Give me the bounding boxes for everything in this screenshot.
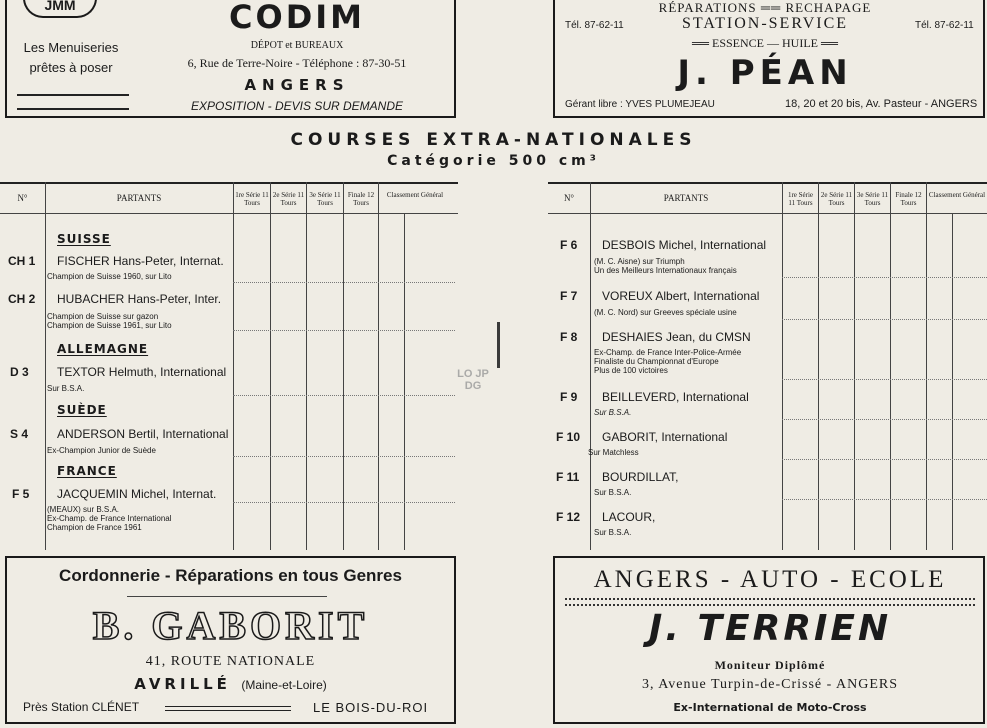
col-divider — [818, 182, 819, 550]
gaborit-city: AVRILLÉ — [134, 675, 231, 693]
rider-name: BEILLEVERD, International — [602, 390, 749, 404]
table-top-rule — [548, 182, 987, 184]
row-rule — [782, 277, 987, 278]
row-rule — [782, 419, 987, 420]
rider-name: TEXTOR Helmuth, International — [57, 365, 227, 379]
staple — [497, 322, 500, 368]
rider-name: LACOUR, — [602, 510, 656, 524]
header-serie1: 1re Série 11 Tours — [787, 191, 814, 207]
rider-number: F 10 — [556, 430, 581, 444]
col-divider — [233, 182, 234, 550]
country-heading: SUISSE — [57, 232, 111, 246]
row-rule — [782, 459, 987, 460]
rider-details: Sur B.S.A. — [594, 488, 632, 497]
rider-details: Ex-Champion Junior de Suède — [47, 446, 156, 455]
rider-details: (M. C. Aisne) sur Triumph Un des Meilleurs Internationaux français — [594, 257, 737, 275]
row-rule — [233, 282, 455, 283]
pean-tel-right: Tél. 87-62-11 — [915, 20, 974, 31]
codim-depot: DÉPOT et BUREAUX — [250, 40, 344, 51]
col-divider — [45, 182, 46, 550]
pean-top: RÉPARATIONS ══ RECHAPAGE — [658, 0, 872, 15]
terrien-role: Moniteur Diplômé — [714, 658, 826, 672]
gaborit-rule-bottom — [165, 706, 291, 711]
header-serie1: 1re Série 11 Tours — [235, 191, 269, 207]
left-results-table — [0, 182, 460, 550]
rider-name: GABORIT, International — [602, 430, 728, 444]
page-subtitle: Catégorie 500 cm³ — [387, 153, 600, 169]
rider-details: Champion de Suisse sur gazon Champion de Suisse 1961, sur Lito — [47, 312, 172, 330]
rider-details: Ex-Champ. de France Inter-Police-Armée Finaliste du Championnat d'Europe Plus de 100 victoires — [594, 348, 742, 375]
header-no: N° — [17, 193, 28, 203]
row-rule — [782, 319, 987, 320]
header-serie3: 3e Série 11 Tours — [856, 191, 889, 207]
header-partants: PARTANTS — [663, 193, 709, 203]
col-divider — [926, 182, 927, 550]
watermark: LO JP DG — [457, 368, 489, 392]
table-top-rule — [0, 182, 458, 184]
header-no: N° — [563, 193, 575, 203]
rider-number: F 5 — [12, 487, 30, 501]
col-divider — [890, 182, 891, 550]
row-rule — [233, 456, 455, 457]
rider-name: JACQUEMIN Michel, Internat. — [57, 487, 217, 501]
row-rule — [782, 379, 987, 380]
row-rule — [233, 330, 455, 331]
terrien-wave-rule — [565, 598, 975, 606]
rider-name: VOREUX Albert, International — [602, 289, 760, 303]
rider-name: BOURDILLAT, — [602, 470, 679, 484]
ad-pean — [553, 0, 985, 118]
rider-number: CH 1 — [8, 254, 36, 268]
col-divider — [404, 213, 405, 550]
rider-number: D 3 — [10, 365, 29, 379]
ad-terrien — [553, 556, 985, 724]
codim-title: CODIM — [229, 0, 365, 36]
gaborit-region: (Maine-et-Loire) — [241, 678, 327, 692]
pean-title: J. PÉAN — [677, 53, 853, 93]
rider-number: F 7 — [560, 289, 578, 303]
ad-menuiseries-codim — [5, 0, 456, 118]
gaborit-city-row — [7, 675, 454, 694]
pean-station: STATION-SERVICE — [681, 15, 849, 32]
header-partants: PARTANTS — [116, 193, 162, 203]
rider-number: S 4 — [10, 427, 29, 441]
gaborit-left: Près Station CLÉNET — [23, 700, 140, 714]
menuiseries-line1: Les Menuiseries — [23, 40, 119, 55]
col-divider — [378, 182, 379, 550]
gaborit-address: 41, ROUTE NATIONALE — [145, 654, 316, 669]
jmm-logo: JMM — [23, 0, 97, 18]
gaborit-right: LE BOIS-DU-ROI — [313, 700, 429, 715]
col-divider — [590, 182, 591, 550]
terrien-title: J. TERRIEN — [648, 608, 892, 649]
pean-manager: Gérant libre : YVES PLUMEJEAU — [565, 99, 715, 110]
header-classement: Classement Général — [386, 191, 444, 199]
rider-name: DESHAIES Jean, du CMSN — [602, 330, 751, 344]
col-divider — [782, 182, 783, 550]
rider-number: F 8 — [560, 330, 578, 344]
rider-number: CH 2 — [8, 292, 36, 306]
col-divider — [343, 182, 344, 550]
terrien-top: ANGERS - AUTO - ECOLE — [593, 566, 947, 593]
rider-details: Sur B.S.A. — [594, 408, 632, 417]
rider-name: FISCHER Hans-Peter, Internat. — [57, 254, 224, 268]
header-serie2: 2e Série 11 Tours — [272, 191, 305, 207]
table-header-rule — [548, 213, 987, 214]
rider-name: DESBOIS Michel, International — [602, 238, 767, 252]
codim-tagline: EXPOSITION - DEVIS SUR DEMANDE — [190, 99, 404, 113]
rider-details: Sur Matchless — [588, 448, 639, 457]
pean-address: 18, 20 et 20 bis, Av. Pasteur - ANGERS — [785, 98, 978, 110]
rider-details: Sur B.S.A. — [594, 528, 632, 537]
terrien-address: 3, Avenue Turpin-de-Crissé - ANGERS — [641, 677, 899, 692]
row-rule — [233, 502, 455, 503]
rider-details: Sur B.S.A. — [47, 384, 85, 393]
rider-details: Champion de Suisse 1960, sur Lito — [47, 272, 172, 281]
header-serie2: 2e Série 11 Tours — [820, 191, 853, 207]
header-classement: Classement Général — [928, 191, 986, 199]
rider-number: F 9 — [560, 390, 578, 404]
codim-city: ANGERS — [244, 76, 350, 94]
col-divider — [270, 182, 271, 550]
rider-number: F 12 — [556, 510, 581, 524]
country-heading: ALLEMAGNE — [57, 342, 149, 356]
country-heading: FRANCE — [57, 464, 117, 478]
gaborit-rule — [127, 596, 327, 597]
header-serie3: 3e Série 11 Tours — [309, 191, 341, 207]
page-title: COURSES EXTRA-NATIONALES — [290, 130, 697, 150]
terrien-footer: Ex-International de Moto-Cross — [673, 701, 867, 714]
header-finale: Finale 12 Tours — [347, 191, 375, 207]
col-divider — [306, 182, 307, 550]
rider-number: F 6 — [560, 238, 578, 252]
table-header-rule — [0, 213, 458, 214]
gaborit-top: Cordonnerie - Réparations en tous Genres — [59, 566, 402, 585]
rider-name: ANDERSON Bertil, International — [57, 427, 229, 441]
menuiseries-rules — [17, 94, 129, 110]
col-divider — [854, 182, 855, 550]
row-rule — [782, 499, 987, 500]
row-rule — [233, 395, 455, 396]
codim-address: 6, Rue de Terre-Noire - Téléphone : 87-30-51 — [187, 56, 407, 70]
rider-name: HUBACHER Hans-Peter, Inter. — [57, 292, 222, 306]
rider-number: F 11 — [556, 470, 580, 484]
country-heading: SUÈDE — [57, 403, 107, 417]
ad-gaborit — [5, 556, 456, 724]
pean-tel-left: Tél. 87-62-11 — [565, 20, 624, 31]
right-results-table — [548, 182, 987, 550]
rider-details: (MEAUX) sur B.S.A. Ex-Champ. de France International Champion de France 1961 — [47, 505, 172, 532]
menuiseries-line2: prêtes à poser — [29, 60, 113, 75]
pean-fuel: ══ ESSENCE — HUILE ══ — [691, 36, 838, 50]
rider-details: (M. C. Nord) sur Greeves spéciale usine — [594, 308, 737, 317]
header-finale: Finale 12 Tours — [895, 191, 922, 207]
gaborit-title: B. GABORIT — [92, 603, 369, 648]
